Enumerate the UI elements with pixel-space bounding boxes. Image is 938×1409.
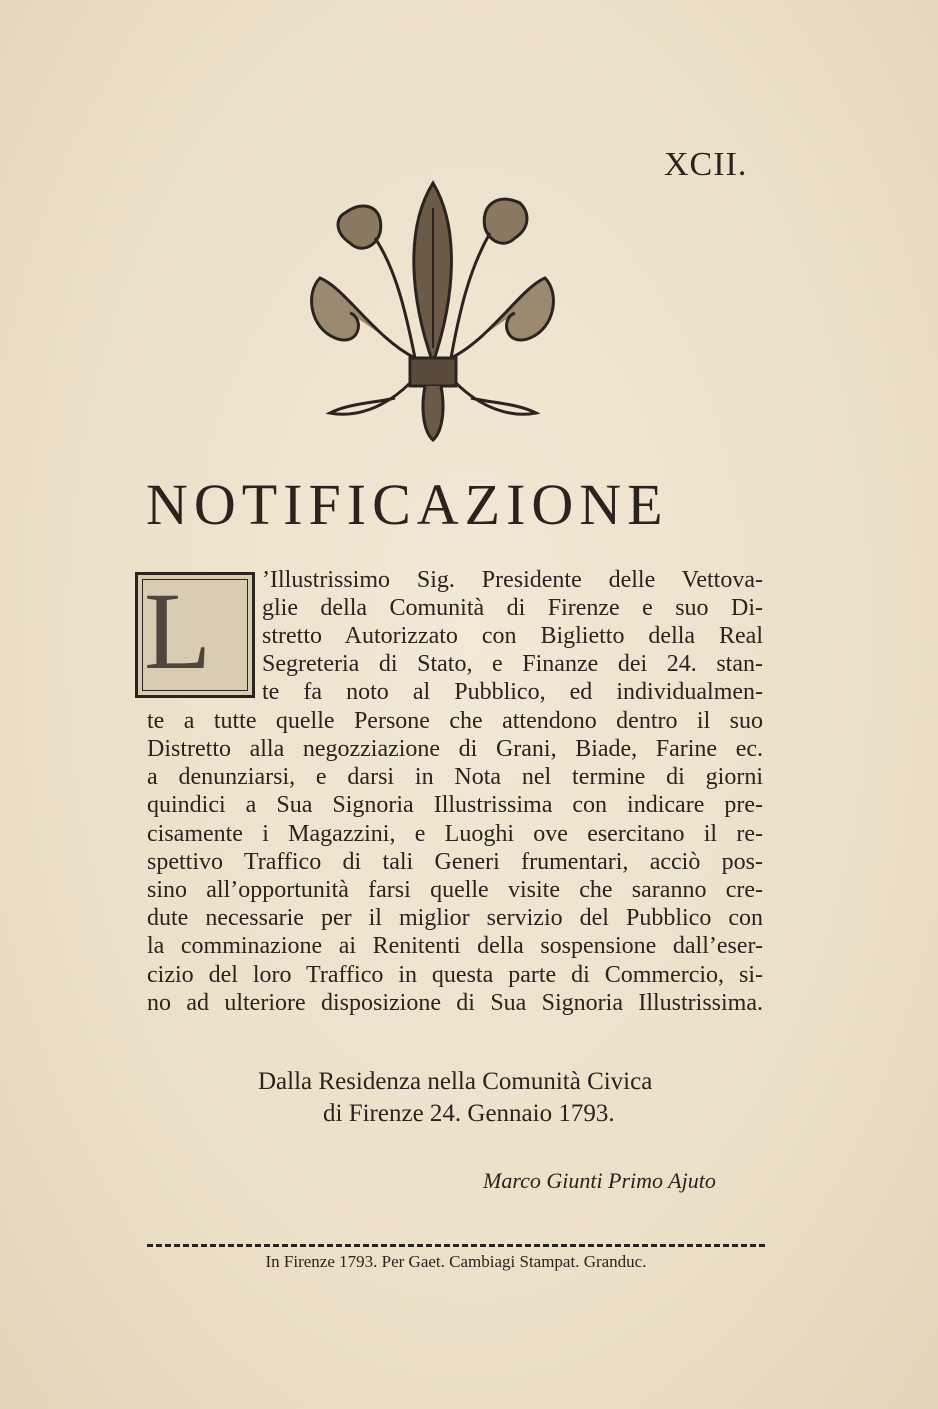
body-line: Distretto alla negozziazione di Grani, Biade, Farine ec. bbox=[147, 736, 763, 762]
decorated-initial bbox=[135, 572, 255, 698]
body-line: cizio del loro Traffico in questa parte di Commercio, si- bbox=[147, 962, 763, 988]
body-line: no ad ulteriore disposizione di Sua Signoria Illustrissima. bbox=[147, 990, 763, 1016]
body-line: a denunziarsi, e darsi in Nota nel termine di giorni bbox=[147, 764, 763, 790]
body-line: glie della Comunità di Firenze e suo Di- bbox=[262, 595, 763, 621]
fleur-de-lis-ornament bbox=[305, 178, 560, 443]
document-title: NOTIFICAZIONE bbox=[146, 472, 669, 537]
body-line: te a tutte quelle Persone che attendono dentro il suo bbox=[147, 708, 763, 734]
body-line: spettivo Traffico di tali Generi frumentari, acciò pos- bbox=[147, 849, 763, 875]
body-line: stretto Autorizzato con Biglietto della Real bbox=[262, 623, 763, 649]
divider-rule bbox=[147, 1244, 765, 1247]
body-line: sino all’opportunità farsi quelle visite che saranno cre- bbox=[147, 877, 763, 903]
signature: Marco Giunti Primo Ajuto bbox=[483, 1168, 716, 1193]
printer-imprint: In Firenze 1793. Per Gaet. Cambiagi Stampat. Granduc. bbox=[265, 1252, 647, 1271]
body-line: te fa noto al Pubblico, ed individualmen- bbox=[262, 679, 763, 705]
date-line-1: Dalla Residenza nella Comunità Civica bbox=[258, 1068, 653, 1095]
document-number: XCII. bbox=[664, 146, 748, 183]
date-line-2: di Firenze 24. Gennaio 1793. bbox=[323, 1100, 615, 1127]
body-line: cisamente i Magazzini, e Luoghi ove esercitano il re- bbox=[147, 821, 763, 847]
body-line: Segreteria di Stato, e Finanze dei 24. stan- bbox=[262, 651, 763, 677]
body-line: quindici a Sua Signoria Illustrissima con indicare pre- bbox=[147, 792, 763, 818]
initial-letter: L bbox=[144, 570, 212, 692]
body-line: ’Illustrissimo Sig. Presidente delle Vettova- bbox=[262, 567, 763, 593]
body-line: la comminazione ai Renitenti della sospensione dall’eser- bbox=[147, 933, 763, 959]
body-line: dute necessarie per il miglior servizio del Pubblico con bbox=[147, 905, 763, 931]
